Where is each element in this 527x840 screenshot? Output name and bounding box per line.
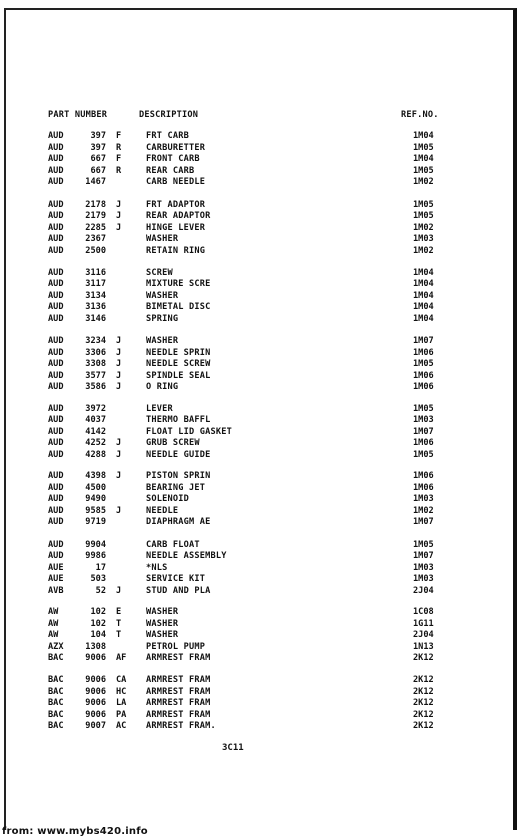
part-description: FRONT CARB — [146, 154, 200, 164]
part-suffix: J — [116, 438, 122, 448]
part-description: SOLENOID — [146, 494, 189, 504]
part-suffix: J — [116, 223, 122, 233]
part-ref-no: 1M03 — [413, 494, 434, 504]
part-ref-no: 2K12 — [413, 687, 434, 697]
part-number: 667 — [90, 166, 106, 176]
part-number: 3146 — [85, 314, 106, 324]
part-ref-no: 2K12 — [413, 710, 434, 720]
part-suffix: J — [116, 371, 122, 381]
part-ref-no: 1M05 — [413, 450, 434, 460]
table-row — [0, 415, 527, 426]
part-number: 9585 — [85, 506, 106, 516]
part-ref-no: 1M04 — [413, 131, 434, 141]
part-description: CARBURETTER — [146, 143, 206, 153]
table-row — [0, 268, 527, 279]
part-suffix: J — [116, 336, 122, 346]
part-prefix: AUD — [48, 291, 64, 301]
part-ref-no: 1M03 — [413, 563, 434, 573]
part-prefix: AUD — [48, 200, 64, 210]
source-watermark: from: www.mybs420.info — [2, 826, 148, 837]
part-description: LEVER — [146, 404, 173, 414]
table-row — [0, 540, 527, 551]
part-prefix: AUD — [48, 404, 64, 414]
table-row — [0, 653, 527, 664]
part-prefix: AUD — [48, 268, 64, 278]
part-prefix: AUD — [48, 371, 64, 381]
part-suffix: J — [116, 471, 122, 481]
table-row — [0, 687, 527, 698]
part-prefix: AUD — [48, 483, 64, 493]
part-description: FRT CARB — [146, 131, 189, 141]
table-row — [0, 427, 527, 438]
part-suffix: F — [116, 154, 122, 164]
part-prefix: AUD — [48, 177, 64, 187]
part-number: 2179 — [85, 211, 106, 221]
part-number: 9006 — [85, 653, 106, 663]
part-ref-no: 1M04 — [413, 268, 434, 278]
part-prefix: AUD — [48, 438, 64, 448]
part-number: 3577 — [85, 371, 106, 381]
part-suffix: AF — [116, 653, 127, 663]
table-row — [0, 154, 527, 165]
header-part-number: PART NUMBER — [48, 110, 108, 120]
part-ref-no: 2K12 — [413, 698, 434, 708]
part-description: SPRING — [146, 314, 179, 324]
part-suffix: HC — [116, 687, 127, 697]
table-row — [0, 721, 527, 732]
part-prefix: AUD — [48, 359, 64, 369]
table-row — [0, 166, 527, 177]
part-ref-no: 2K12 — [413, 721, 434, 731]
header-description: DESCRIPTION — [139, 110, 199, 120]
part-number: 17 — [95, 563, 106, 573]
part-prefix: AUD — [48, 540, 64, 550]
part-suffix: J — [116, 506, 122, 516]
part-description: WASHER — [146, 336, 179, 346]
table-row — [0, 131, 527, 142]
part-description: ARMREST FRAM — [146, 698, 211, 708]
part-suffix: R — [116, 143, 122, 153]
part-description: FLOAT LID GASKET — [146, 427, 232, 437]
part-number: 3586 — [85, 382, 106, 392]
part-description: REAR CARB — [146, 166, 195, 176]
table-row — [0, 551, 527, 562]
part-ref-no: 1M04 — [413, 154, 434, 164]
part-ref-no: 1M06 — [413, 348, 434, 358]
table-row — [0, 619, 527, 630]
part-prefix: BAC — [48, 721, 64, 731]
part-ref-no: 2K12 — [413, 675, 434, 685]
part-prefix: AUD — [48, 471, 64, 481]
table-row — [0, 698, 527, 709]
part-ref-no: 1M05 — [413, 359, 434, 369]
part-description: FRT ADAPTOR — [146, 200, 206, 210]
table-row — [0, 506, 527, 517]
part-ref-no: 1M02 — [413, 177, 434, 187]
part-ref-no: 1M04 — [413, 291, 434, 301]
part-prefix: AW — [48, 607, 59, 617]
part-number: 3116 — [85, 268, 106, 278]
table-row — [0, 471, 527, 482]
part-suffix: J — [116, 211, 122, 221]
part-description: SPINDLE SEAL — [146, 371, 211, 381]
part-ref-no: 1M05 — [413, 211, 434, 221]
part-description: CARB NEEDLE — [146, 177, 206, 187]
part-description: WASHER — [146, 291, 179, 301]
table-row — [0, 574, 527, 585]
part-ref-no: 1M07 — [413, 517, 434, 527]
part-prefix: AUD — [48, 302, 64, 312]
part-description: WASHER — [146, 234, 179, 244]
part-ref-no: 1M07 — [413, 336, 434, 346]
part-number: 667 — [90, 154, 106, 164]
part-description: NEEDLE — [146, 506, 179, 516]
part-number: 2367 — [85, 234, 106, 244]
table-row — [0, 234, 527, 245]
part-ref-no: 1M02 — [413, 223, 434, 233]
part-number: 1308 — [85, 642, 106, 652]
part-ref-no: 1M06 — [413, 438, 434, 448]
table-row — [0, 371, 527, 382]
part-ref-no: 1M06 — [413, 483, 434, 493]
table-row — [0, 563, 527, 574]
part-prefix: AUD — [48, 551, 64, 561]
part-description: MIXTURE SCRE — [146, 279, 211, 289]
part-number: 3234 — [85, 336, 106, 346]
part-suffix: J — [116, 348, 122, 358]
header-ref-no: REF.NO. — [401, 110, 439, 120]
part-prefix: BAC — [48, 698, 64, 708]
table-row — [0, 710, 527, 721]
table-row — [0, 348, 527, 359]
part-description: SERVICE KIT — [146, 574, 206, 584]
part-ref-no: 1C08 — [413, 607, 434, 617]
part-number: 102 — [90, 607, 106, 617]
part-ref-no: 1M04 — [413, 314, 434, 324]
part-suffix: J — [116, 200, 122, 210]
part-ref-no: 1M05 — [413, 404, 434, 414]
table-row — [0, 143, 527, 154]
part-ref-no: 2J04 — [413, 630, 434, 640]
part-number: 3972 — [85, 404, 106, 414]
part-prefix: AW — [48, 619, 59, 629]
part-number: 4398 — [85, 471, 106, 481]
part-number: 2285 — [85, 223, 106, 233]
part-suffix: PA — [116, 710, 127, 720]
part-prefix: AUD — [48, 279, 64, 289]
part-ref-no: 1M03 — [413, 234, 434, 244]
table-row — [0, 517, 527, 528]
part-description: *NLS — [146, 563, 168, 573]
part-prefix: AUD — [48, 450, 64, 460]
part-number: 9490 — [85, 494, 106, 504]
part-number: 4142 — [85, 427, 106, 437]
part-ref-no: 1M07 — [413, 427, 434, 437]
part-prefix: AUD — [48, 223, 64, 233]
part-description: BIMETAL DISC — [146, 302, 211, 312]
part-description: NEEDLE GUIDE — [146, 450, 211, 460]
part-number: 9986 — [85, 551, 106, 561]
part-suffix: J — [116, 382, 122, 392]
part-ref-no: 1M05 — [413, 540, 434, 550]
part-suffix: R — [116, 166, 122, 176]
part-description: PETROL PUMP — [146, 642, 206, 652]
part-prefix: AUD — [48, 234, 64, 244]
part-ref-no: 1N13 — [413, 642, 434, 652]
part-number: 9006 — [85, 698, 106, 708]
part-prefix: AUD — [48, 427, 64, 437]
part-suffix: J — [116, 359, 122, 369]
part-prefix: AUD — [48, 143, 64, 153]
part-suffix: T — [116, 630, 122, 640]
part-prefix: AUD — [48, 246, 64, 256]
part-description: WASHER — [146, 619, 179, 629]
part-number: 104 — [90, 630, 106, 640]
part-number: 397 — [90, 131, 106, 141]
part-prefix: AUE — [48, 574, 64, 584]
part-prefix: AUD — [48, 336, 64, 346]
table-row — [0, 291, 527, 302]
part-description: STUD AND PLA — [146, 586, 211, 596]
table-row — [0, 200, 527, 211]
part-prefix: AUD — [48, 506, 64, 516]
part-prefix: AUD — [48, 314, 64, 324]
part-ref-no: 1M06 — [413, 471, 434, 481]
part-number: 3308 — [85, 359, 106, 369]
part-ref-no: 1M02 — [413, 506, 434, 516]
part-suffix: AC — [116, 721, 127, 731]
part-prefix: AVB — [48, 586, 64, 596]
part-ref-no: 1M03 — [413, 574, 434, 584]
table-row — [0, 382, 527, 393]
table-row — [0, 359, 527, 370]
table-row — [0, 336, 527, 347]
part-description: ARMREST FRAM — [146, 687, 211, 697]
part-number: 9904 — [85, 540, 106, 550]
part-ref-no: 1M05 — [413, 143, 434, 153]
part-ref-no: 1M03 — [413, 415, 434, 425]
part-description: PISTON SPRIN — [146, 471, 211, 481]
part-number: 2500 — [85, 246, 106, 256]
part-ref-no: 1M04 — [413, 302, 434, 312]
part-description: NEEDLE SPRIN — [146, 348, 211, 358]
part-number: 9719 — [85, 517, 106, 527]
part-prefix: AUD — [48, 348, 64, 358]
part-description: RETAIN RING — [146, 246, 206, 256]
part-number: 4252 — [85, 438, 106, 448]
table-row — [0, 630, 527, 641]
table-row — [0, 211, 527, 222]
table-row — [0, 494, 527, 505]
part-number: 9006 — [85, 675, 106, 685]
part-description: ARMREST FRAM — [146, 653, 211, 663]
part-prefix: BAC — [48, 687, 64, 697]
part-ref-no: 1M07 — [413, 551, 434, 561]
part-description: CARB FLOAT — [146, 540, 200, 550]
table-row — [0, 404, 527, 415]
part-description: WASHER — [146, 607, 179, 617]
table-row — [0, 483, 527, 494]
part-description: HINGE LEVER — [146, 223, 206, 233]
part-number: 9007 — [85, 721, 106, 731]
table-row — [0, 607, 527, 618]
table-row — [0, 302, 527, 313]
part-ref-no: 1M04 — [413, 279, 434, 289]
part-prefix: AUD — [48, 166, 64, 176]
part-prefix: AUD — [48, 382, 64, 392]
part-prefix: AUD — [48, 211, 64, 221]
table-row — [0, 246, 527, 257]
part-suffix: F — [116, 131, 122, 141]
part-suffix: T — [116, 619, 122, 629]
part-number: 397 — [90, 143, 106, 153]
part-number: 1467 — [85, 177, 106, 187]
part-description: ARMREST FRAM. — [146, 721, 216, 731]
part-description: DIAPHRAGM AE — [146, 517, 211, 527]
part-prefix: AUD — [48, 517, 64, 527]
part-number: 9006 — [85, 710, 106, 720]
part-description: ARMREST FRAM — [146, 675, 211, 685]
part-number: 4037 — [85, 415, 106, 425]
part-description: NEEDLE ASSEMBLY — [146, 551, 227, 561]
part-ref-no: 2J04 — [413, 586, 434, 596]
part-number: 9006 — [85, 687, 106, 697]
part-ref-no: 1M06 — [413, 382, 434, 392]
part-ref-no: 1M05 — [413, 200, 434, 210]
part-number: 102 — [90, 619, 106, 629]
part-number: 503 — [90, 574, 106, 584]
part-description: BEARING JET — [146, 483, 206, 493]
table-row — [0, 279, 527, 290]
part-number: 2178 — [85, 200, 106, 210]
part-number: 52 — [95, 586, 106, 596]
table-row — [0, 177, 527, 188]
table-row — [0, 314, 527, 325]
part-description: REAR ADAPTOR — [146, 211, 211, 221]
part-description: NEEDLE SCREW — [146, 359, 211, 369]
table-row — [0, 642, 527, 653]
part-prefix: AUD — [48, 131, 64, 141]
part-suffix: E — [116, 607, 122, 617]
part-description: SCREW — [146, 268, 173, 278]
part-suffix: J — [116, 450, 122, 460]
part-ref-no: 1G11 — [413, 619, 434, 629]
part-ref-no: 1M06 — [413, 371, 434, 381]
table-row — [0, 450, 527, 461]
part-ref-no: 1M02 — [413, 246, 434, 256]
part-number: 3117 — [85, 279, 106, 289]
table-row — [0, 586, 527, 597]
part-prefix: BAC — [48, 675, 64, 685]
table-row — [0, 438, 527, 449]
part-description: ARMREST FRAM — [146, 710, 211, 720]
part-prefix: AUD — [48, 154, 64, 164]
part-prefix: BAC — [48, 710, 64, 720]
table-row — [0, 223, 527, 234]
table-row — [0, 675, 527, 686]
part-suffix: J — [116, 586, 122, 596]
page-code: 3C11 — [222, 743, 244, 753]
part-prefix: AUD — [48, 415, 64, 425]
part-prefix: BAC — [48, 653, 64, 663]
part-description: O RING — [146, 382, 179, 392]
part-description: THERMO BAFFL — [146, 415, 211, 425]
part-ref-no: 2K12 — [413, 653, 434, 663]
part-number: 4288 — [85, 450, 106, 460]
part-suffix: CA — [116, 675, 127, 685]
part-number: 4500 — [85, 483, 106, 493]
part-prefix: AUE — [48, 563, 64, 573]
part-prefix: AUD — [48, 494, 64, 504]
part-description: WASHER — [146, 630, 179, 640]
part-prefix: AW — [48, 630, 59, 640]
part-suffix: LA — [116, 698, 127, 708]
part-number: 3136 — [85, 302, 106, 312]
part-description: GRUB SCREW — [146, 438, 200, 448]
part-number: 3134 — [85, 291, 106, 301]
part-number: 3306 — [85, 348, 106, 358]
part-prefix: AZX — [48, 642, 64, 652]
part-ref-no: 1M05 — [413, 166, 434, 176]
